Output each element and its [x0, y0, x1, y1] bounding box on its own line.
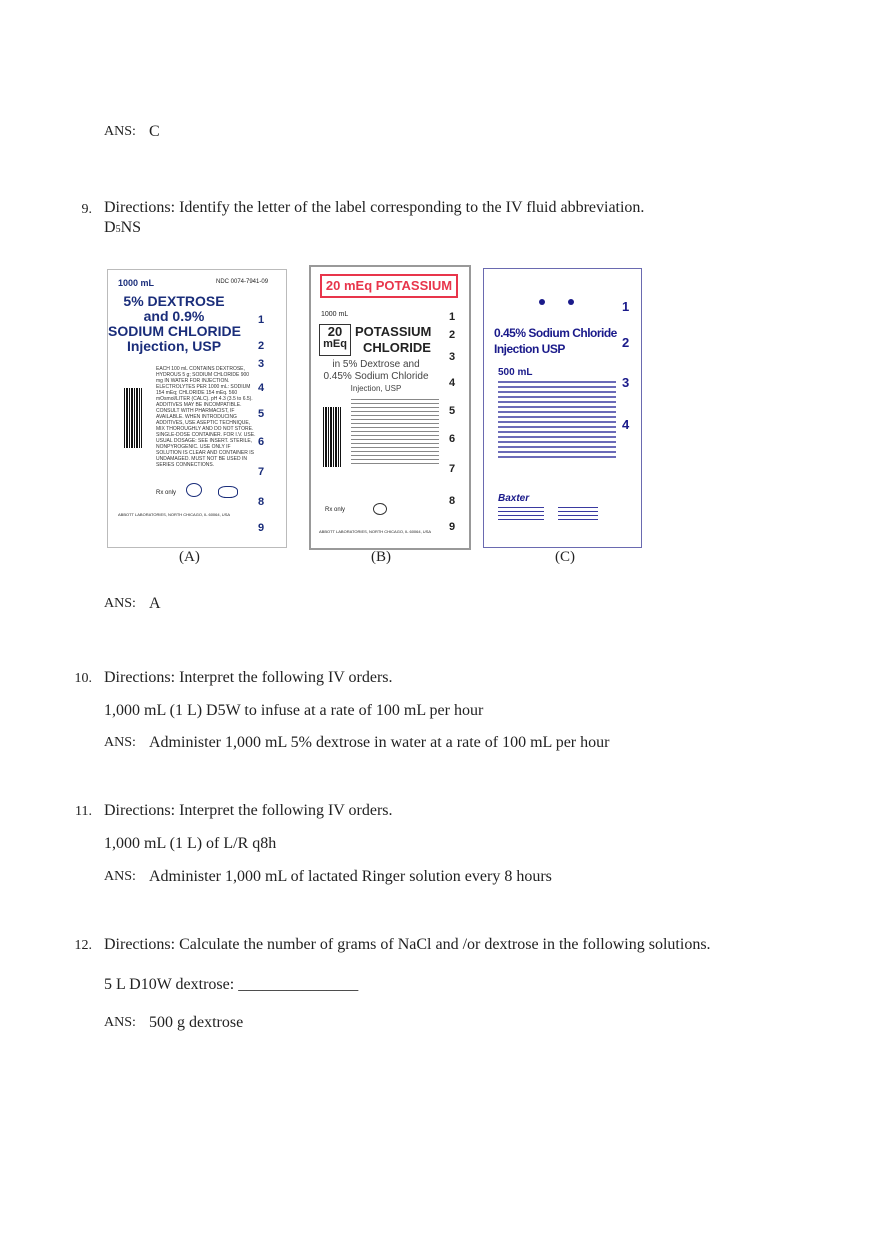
question-directions: Directions: Interpret the following IV orders.: [104, 802, 393, 819]
label-b-scale-8: 8: [449, 495, 456, 507]
abbr-rest: NS: [120, 219, 142, 236]
label-b-scale-1: 1: [449, 311, 456, 323]
label-b-meq-box: [319, 324, 351, 356]
answer-value: A: [149, 595, 161, 612]
label-c-brand: Baxter: [498, 493, 530, 504]
label-a-caption: (A): [179, 549, 200, 565]
label-b-line4: 0.45% Sodium Chloride: [323, 371, 429, 382]
label-b-line3: in 5% Dextrose and: [332, 359, 420, 370]
dot-icon: [539, 299, 545, 305]
label-c-line2: Injection USP: [494, 342, 565, 356]
label-b-scale-3: 3: [449, 351, 456, 363]
label-a-scale-2: 2: [258, 340, 265, 352]
label-b-meq-num: 20: [327, 324, 343, 339]
label-c-caption: (C): [555, 549, 575, 565]
label-b-title: [355, 324, 431, 356]
label-c-scale-4: 4: [622, 417, 630, 432]
question-directions: Directions: Identify the letter of the label corresponding to the IV fluid abbreviation.: [104, 199, 645, 216]
label-c-volume: 500 mL: [498, 367, 533, 378]
dot-icon: [568, 299, 574, 305]
abbr-d: D: [104, 219, 116, 236]
question-number: 9.: [81, 202, 92, 217]
iv-order: 1,000 mL (1 L) D5W to infuse at a rate of 100 mL per hour: [104, 702, 484, 719]
iv-abbreviation: [104, 219, 141, 237]
answer-label: ANS:: [104, 735, 136, 750]
iv-label-b: [309, 265, 471, 550]
label-b-line5: Injection, USP: [350, 384, 402, 393]
answer-label: ANS:: [104, 124, 136, 139]
question-number: 11.: [75, 804, 92, 819]
label-b-line2: CHLORIDE: [363, 340, 431, 355]
recycle-icon: [186, 483, 202, 497]
label-a-scale-8: 8: [258, 496, 265, 508]
abbr-subscript: 5: [115, 224, 121, 235]
label-a-ndc: NDC 0074-7941-09: [216, 279, 269, 285]
label-a-line1: 5% DEXTROSE: [123, 293, 225, 309]
answer-value: Administer 1,000 mL of lactated Ringer solution every 8 hours: [149, 868, 552, 885]
answer-value: 500 g dextrose: [149, 1014, 244, 1031]
label-c-fine-print-block: [498, 381, 616, 461]
label-b-subtitle: [311, 359, 441, 395]
iv-order: 1,000 mL (1 L) of L/R q8h: [104, 835, 277, 852]
label-a-scale-6: 6: [258, 436, 265, 448]
label-a-footer: ABBOTT LABORATORIES, NORTH CHICAGO, IL 60064, USA: [118, 512, 231, 517]
label-a-scale-9: 9: [258, 522, 265, 534]
label-c-scale-2: 2: [622, 335, 630, 350]
calculation-prompt: 5 L D10W dextrose: _______________: [104, 976, 359, 993]
label-a-line4: Injection, USP: [126, 338, 222, 354]
label-b-scale-6: 6: [449, 433, 456, 445]
label-a-fine-print: EACH 100 mL CONTAINS DEXTROSE, HYDROUS 5 g; SODIUM CHLORIDE 900 mg IN WATER FOR INJECTION. ELECTROLYTES PER 1000 mL: SODIUM 154 mEq; CHLORIDE 154 mEq. 560 mOsmol/LITER (CALC). pH 4.3 (3.5 to 6.5). ADDITIVES MAY BE INCOMPATIBLE. CONSULT WITH PHARMACIST, IF AVAILABLE. WHEN INTRODUCING ADDITIVES, USE ASEPTIC TECHNIQUE, MIX THOROUGHLY AND DO NOT STORE. SINGLE-DOSE CONTAINER. FOR I.V. USE. USUAL DOSAGE: SEE INSERT. STERILE, NONPYROGENIC. USE ONLY IF SOLUTION IS CLEAR AND CONTAINER IS UNDAMAGED. MUST NOT BE USED IN SERIES CONNECTIONS.: [156, 366, 256, 468]
label-a-line3: SODIUM CHLORIDE: [108, 323, 241, 339]
label-b-volume: 1000 mL: [321, 311, 349, 318]
label-b-scale-4: 4: [449, 377, 456, 389]
label-b-scale-2: 2: [449, 329, 456, 341]
label-a-line2: and 0.9%: [143, 308, 205, 324]
recycle-icon: [373, 503, 387, 515]
iv-label-a: [107, 269, 287, 548]
label-b-scale-5: 5: [449, 405, 456, 417]
label-a-title: [108, 294, 240, 354]
answer-label: ANS:: [104, 1015, 136, 1030]
question-directions: Directions: Calculate the number of grams of NaCl and /or dextrose in the following solutions.: [104, 936, 711, 953]
label-b-scale-7: 7: [449, 463, 456, 475]
label-b-scale-9: 9: [449, 521, 456, 533]
label-a-volume: 1000 mL: [118, 278, 155, 288]
label-b-caption: (B): [371, 549, 391, 565]
label-b-meq-unit: mEq: [323, 338, 347, 350]
answer-value: Administer 1,000 mL 5% dextrose in water at a rate of 100 mL per hour: [149, 734, 610, 751]
barcode-icon: [323, 407, 341, 467]
iv-label-c: [483, 268, 642, 548]
label-a-scale-7: 7: [258, 466, 265, 478]
label-c-scale-1: 1: [622, 299, 630, 314]
label-b-banner: 20 mEq POTASSIUM: [320, 274, 458, 298]
question-directions: Directions: Interpret the following IV orders.: [104, 669, 393, 686]
answer-label: ANS:: [104, 596, 136, 611]
label-a-scale-3: 3: [258, 358, 265, 370]
label-a-scale-5: 5: [258, 408, 265, 420]
label-c-footer-block: [498, 507, 544, 523]
label-a-scale-4: 4: [258, 382, 265, 394]
label-b-fine-print-block: [351, 399, 439, 465]
label-c-line1: 0.45% Sodium Chloride: [494, 326, 617, 340]
label-c-title: [494, 325, 617, 357]
label-a-rx: Rx only: [156, 490, 177, 496]
label-b-line1: POTASSIUM: [355, 324, 432, 339]
label-b-footer: ABBOTT LABORATORIES, NORTH CHICAGO, IL 60064, USA: [319, 529, 432, 534]
label-a-scale-1: 1: [258, 314, 265, 326]
barcode-icon: [124, 388, 142, 448]
label-c-scale-3: 3: [622, 375, 630, 390]
question-number: 12.: [74, 938, 92, 953]
question-number: 10.: [74, 671, 92, 686]
answer-label: ANS:: [104, 869, 136, 884]
label-c-footer-block: [558, 507, 598, 523]
answer-value: C: [149, 123, 160, 140]
label-b-rx: Rx only: [325, 507, 346, 513]
abbott-logo-icon: [218, 486, 238, 498]
